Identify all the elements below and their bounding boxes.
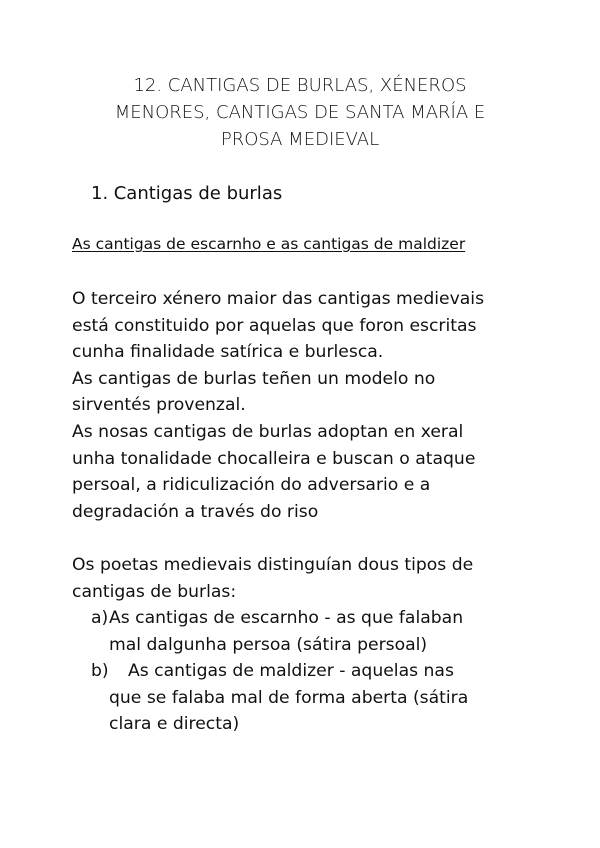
paragraph-line: está constituido por aquelas que foron escritas (72, 315, 477, 336)
document-title (60, 72, 540, 153)
list-item-b (91, 658, 468, 738)
paragraph-line: unha tonalidade chocalleira e buscan o ataque (72, 448, 476, 469)
list-item-line: As cantigas de maldizer - aquelas nas (128, 661, 454, 681)
paragraph-types (72, 552, 542, 605)
paragraph-line: O terceiro xénero maior das cantigas medievais (72, 289, 485, 309)
paragraph-line: Os poetas medievais distinguían dous tipos de (72, 555, 474, 575)
list-item-line: clara e directa) (109, 714, 240, 735)
list-item-line: As cantigas de escarnho - as que falaban (109, 608, 464, 628)
title-line: MENORES, CANTIGAS DE SANTA MARÍA E (114, 102, 486, 123)
title-line: 12. CANTIGAS DE BURLAS, XÉNEROS (133, 75, 467, 96)
paragraph-line: As nosas cantigas de burlas adoptan en xeral (72, 421, 464, 442)
paragraph-line: cantigas de burlas: (72, 581, 237, 602)
paragraph-line: sirventés provenzal. (72, 395, 246, 416)
list-item-line: que se falaba mal de forma aberta (sátira (109, 687, 469, 708)
paragraph-line: cunha finalidade satírica e burlesca. (72, 342, 384, 363)
list-item-a (91, 605, 463, 658)
section-label: Cantigas de burlas (113, 183, 283, 204)
list-marker: b) (91, 661, 109, 681)
subheading: As cantigas de escarnho e as cantigas de maldizer (72, 235, 466, 253)
paragraph-line: persoal, a ridiculización do adversario e a (72, 475, 431, 496)
paragraph-line: As cantigas de burlas teñen un modelo no (72, 368, 436, 389)
section-heading (91, 180, 282, 207)
title-line: PROSA MEDIEVAL (220, 129, 380, 150)
section-number: 1. (91, 183, 109, 204)
paragraph-intro (72, 286, 542, 525)
paragraph-line: degradación a través do riso (72, 501, 319, 522)
list-marker: a) (91, 608, 109, 628)
list-item-line: mal dalgunha persoa (sátira persoal) (109, 634, 428, 655)
